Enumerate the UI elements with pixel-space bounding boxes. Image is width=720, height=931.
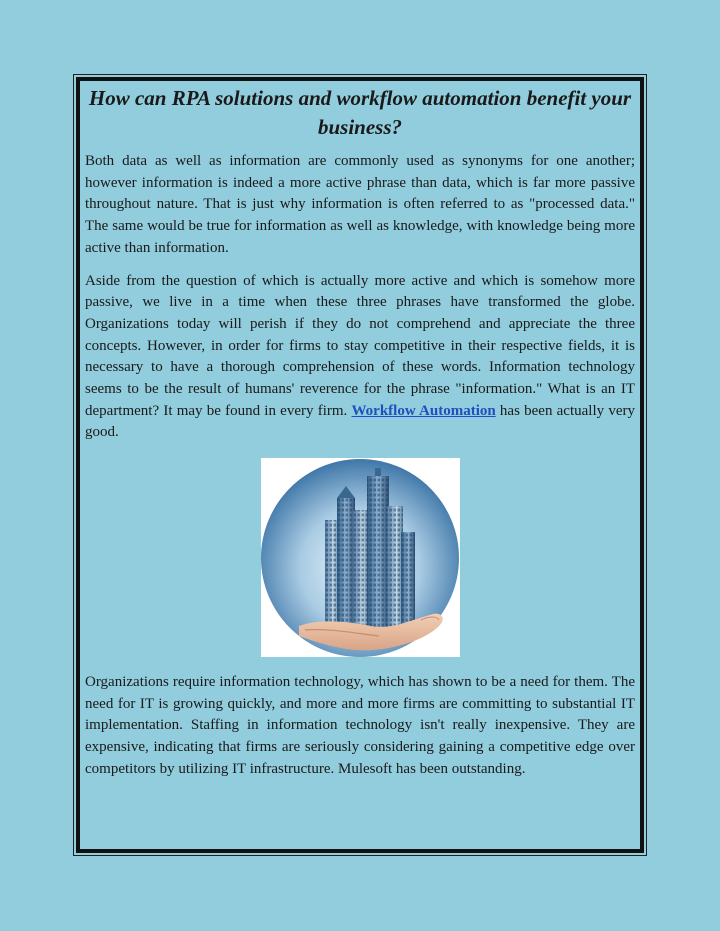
workflow-automation-link[interactable]: Workflow Automation	[351, 402, 496, 419]
paragraph-2-text: Aside from the question of which is actually more active and which is somehow more passive, we live in a time when these three phrases have transformed the globe. Organizations today will perish if they do not comprehend and appreciate the three concepts. However, in order for firms to stay competitive in their respective fields, it is necessary to have a thorough comprehension of these words. Information technology seems to be the result of humans' reverence for the phrase "information." What is an IT department? It may be found in every firm.	[85, 272, 635, 419]
article-title: How can RPA solutions and workflow automation benefit your business?	[88, 86, 632, 139]
hand-holding-city-icon	[261, 458, 460, 657]
paragraph-3: Organizations require information technology, which has shown to be a need for them. The need for IT is growing quickly, and more and more firms are committing to substantial IT implementation. Staffing in information technology isn't really inexpensive. They are expensive, indicating that firms are seriously considering gaining a competitive edge over competitors by utilizing IT infrastructure. Mulesoft has been outstanding.	[85, 674, 635, 777]
article-body	[85, 84, 635, 444]
paragraph-2-tail: has been actually very good.	[85, 402, 635, 441]
paragraph-2	[85, 271, 635, 445]
paragraph-1: Both data as well as information are commonly used as synonyms for one another; however information is indeed a more active phrase than data, which is far more passive throughout nature. That is just why information is often referred to as "processed data." The same would be true for information as well as knowledge, with knowledge being more active than information.	[85, 153, 635, 256]
article-illustration	[261, 458, 460, 657]
